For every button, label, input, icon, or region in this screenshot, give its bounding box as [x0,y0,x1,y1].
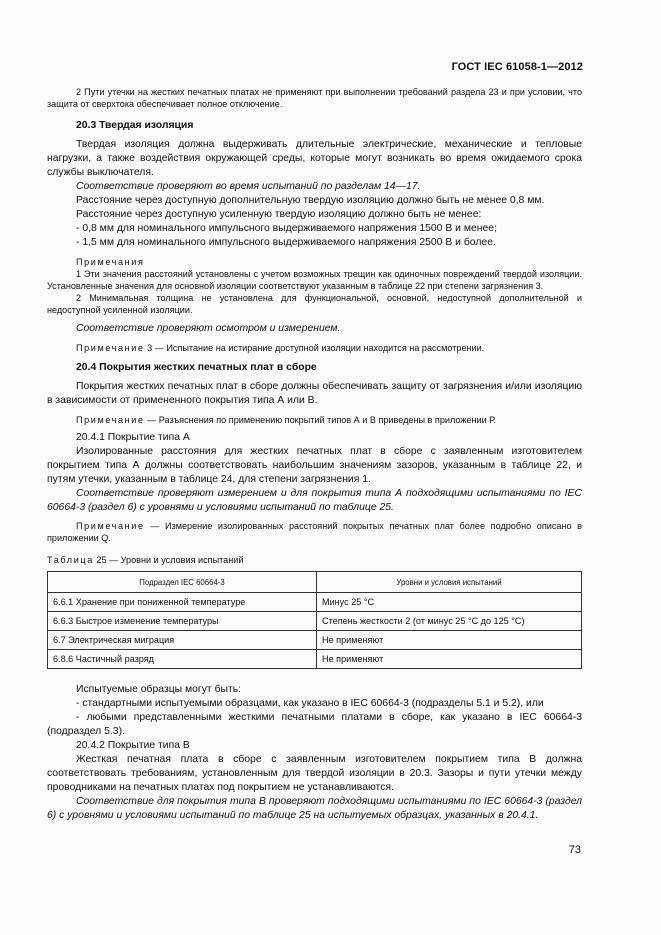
standard-header: ГОСТ IEC 61058-1—2012 [451,61,583,73]
paragraph: Испытуемые образцы могут быть: [76,684,242,695]
compliance-paragraph: Соответствие проверяют измерением и для покрытия типа А подходящими испытаниями по IEC 60664-3 (раздел 6) с уровнями и условиями испытаний по таблице 25. [47,488,582,513]
note-text: — Измерение изолированных расстояний покрытых печатных плат более подробно описано в приложении Q. [47,521,582,543]
paragraph: Расстояние через доступную дополнительную твердую изоляцию должно быть не менее 0,8 мм. [76,195,545,206]
table-caption [47,554,582,566]
heading-20-4: 20.4 Покрытия жестких печатных плат в сборе [76,362,317,373]
table-cell: 6.6.1 Хранение при пониженной температуре [48,593,317,612]
table-row [48,612,582,631]
table-row [48,650,582,669]
note-text: 3 — Испытание на истирание доступной изоляции находится на рассмотрении. [144,343,485,353]
note-text: — Разъяснения по применению покрытий типов А и В приведены в приложении Р. [144,415,497,425]
note-label: Примечание [76,415,145,425]
test-levels-table [47,571,582,669]
note-label: Примечание [76,343,145,353]
note-4 [47,414,582,426]
table-cell: Степень жесткости 2 (от минус 25 °С до 125 °С) [317,612,582,631]
table-caption-text: 25 — Уровни и условия испытаний [93,555,244,565]
table-cell: 6.8.6 Частичный разряд [48,650,317,669]
note-1: 1 Эти значения расстояний установлены с учетом возможных трещин как одиночных повреждений твердой изоляции. Установленные значения для основной изоляции соответствуют указанным в таблице 22 при степени загрязнения 3. [47,269,582,291]
note-label: Примечание [76,521,145,531]
table-row [48,593,582,612]
heading-20-3: 20.3 Твердая изоляция [76,120,194,131]
page-number: 73 [568,844,581,856]
table-cell: 6.6.3 Быстрое изменение температуры [48,612,317,631]
table-header-cell: Подраздел IEC 60664-3 [48,572,317,593]
list-item: - стандартными испытуемыми образцами, как указано в IEC 60664-3 (подразделы 5.1 и 5.2), или [76,698,544,709]
notes-title: Примечания [76,257,145,267]
list-item: - любыми представленными жесткими печатными платами в сборе, как указано в IEC 60664-3 (подраздел 5.3). [47,712,582,737]
compliance-paragraph: Соответствие проверяют во время испытаний по разделам 14—17. [76,181,421,192]
table-header-cell: Уровни и условия испытаний [317,572,582,593]
heading-20-4-2: 20.4.2 Покрытие типа В [76,740,190,751]
table-cell: Не применяют [317,631,582,650]
list-item: - 1,5 мм для номинального импульсного выдерживаемого напряжения 2500 В и более. [76,237,496,248]
paragraph: Изолированные расстояния для жестких печатных плат в сборе с заявленным изготовителем покрытием типа А должны соответствовать наибольшим значениям зазоров, указанным в таблице 22, и путям утечки, указанным в таблице 24, для степени загрязнения 1. [47,446,582,485]
note-top: 2 Пути утечки на жестких печатных платах не применяют при выполнении требований раздела 23 и при условии, что защита от сверхтока обеспечивает полное отключение. [47,87,582,109]
table-cell: Не применяют [317,650,582,669]
compliance-paragraph: Соответствие для покрытия типа В проверяют подходящими испытаниями по IEC 60664-3 (раздел 6) с уровнями и условиями испытаний по таблице 25 на испытуемых образцах, указанных в 20.4.1. [47,796,582,821]
page-content [47,86,582,823]
paragraph: Жесткая печатная плата в сборе с заявленным изготовителем покрытием типа В должна соответствовать требованиям, установленным для твердой изоляции в 20.3. Зазоры и пути утечки между проводниками на печатных платах под покрытием не устанавливаются. [47,754,582,793]
list-item: - 0,8 мм для номинального импульсного выдерживаемого напряжения 1500 В и менее; [76,223,497,234]
paragraph: Покрытия жестких печатных плат в сборе должны обеспечивать защиту от загрязнения и/или изоляцию в зависимости от примененного покрытия типа А или В. [47,381,582,406]
heading-20-4-1: 20.4.1 Покрытие типа А [76,432,190,443]
paragraph: Твердая изоляция должна выдерживать длительные электрические, механические и тепловые нагрузки, а также воздействия окружающей среды, которые могут возникать во время ожидаемого срока службы выключателя. [47,139,582,178]
table-row [48,631,582,650]
note-5 [47,520,582,544]
table-caption-label: Таблица [47,555,94,565]
note-2: 2 Минимальная толщина не установлена для функциональной, основной, недоступной дополнительной и недоступной усиленной изоляции. [47,293,582,315]
note-3 [47,342,582,354]
table-cell: Минус 25 °С [317,593,582,612]
paragraph: Расстояние через доступную усиленную твердую изоляцию должно быть не менее: [76,209,482,220]
table-cell: 6.7 Электрическая миграция [48,631,317,650]
table-header-row [48,572,582,593]
compliance-paragraph: Соответствие проверяют осмотром и измерением. [76,323,341,334]
